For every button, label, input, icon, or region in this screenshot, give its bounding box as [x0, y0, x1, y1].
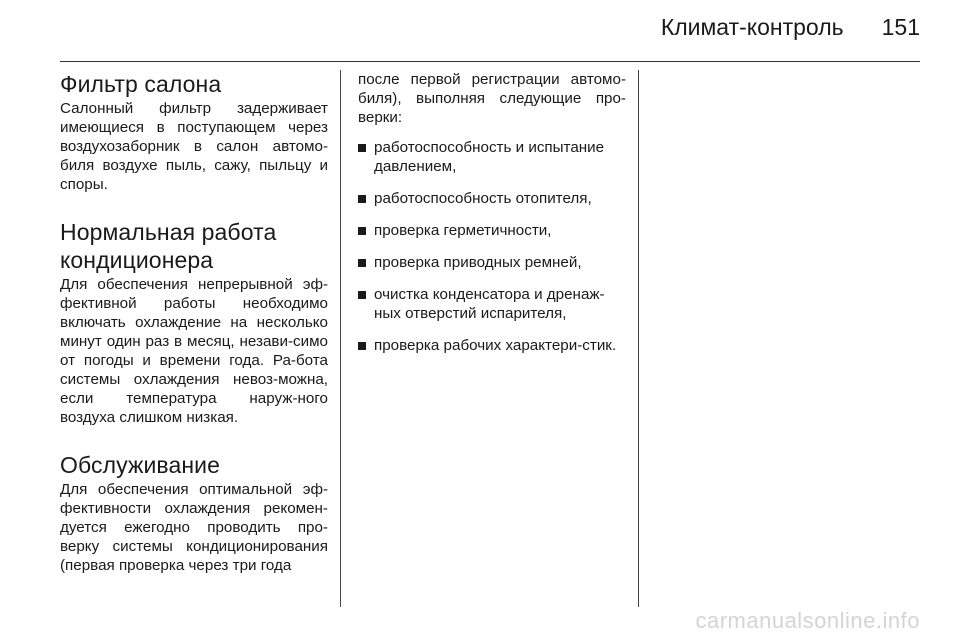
heading-maintenance: Обслуживание — [60, 452, 221, 478]
list-item-text: очистка конденсатора и дренаж-ных отверстий испарителя, — [374, 286, 605, 322]
list-item — [358, 253, 626, 272]
list-item-text: проверка герметичности, — [374, 222, 552, 239]
column-divider-left — [340, 70, 341, 607]
middle-column — [358, 70, 626, 368]
list-item — [358, 336, 626, 355]
square-bullet-icon — [358, 342, 366, 350]
header-rule — [60, 61, 920, 62]
square-bullet-icon — [358, 227, 366, 235]
watermark: carmanualsonline.info — [695, 608, 920, 633]
list-item — [358, 221, 626, 240]
paragraph-maintenance-continued: после первой регистрации автомо-биля), выполняя следующие про-верки: — [358, 71, 626, 126]
list-item-text: работоспособность отопителя, — [374, 190, 592, 207]
heading-cabin-filter: Фильтр салона — [60, 71, 222, 97]
list-item — [358, 189, 626, 208]
list-item — [358, 285, 626, 323]
running-header — [661, 14, 920, 41]
paragraph-cabin-filter: Салонный фильтр задерживает имеющиеся в поступающем через воздухозаборник в салон автомо-биля воздухе пыль, сажу, пыльцу и споры. — [60, 100, 328, 193]
page-number: 151 — [881, 14, 920, 40]
list-item-text: проверка рабочих характери-стик. — [374, 337, 617, 354]
square-bullet-icon — [358, 259, 366, 267]
left-column — [60, 70, 328, 575]
heading-ac-normal-operation: Нормальная работа кондиционера — [60, 219, 277, 273]
paragraph-ac-normal-operation: Для обеспечения непрерывной эф-фективной работы необходимо включать охлаждение на несколько минут один раз в месяц, незави-симо от погоды и времени года. Ра-бота системы охлаждения невоз-можна, если температура наруж-ного воздуха слишком низкая. — [60, 276, 328, 426]
list-item — [358, 138, 626, 176]
square-bullet-icon — [358, 144, 366, 152]
maintenance-checklist — [358, 138, 626, 355]
paragraph-maintenance: Для обеспечения оптимальной эф-фективности охлаждения рекомен-дуется ежегодно проводить про-верку системы кондиционирования (первая проверка через три года — [60, 481, 328, 574]
square-bullet-icon — [358, 195, 366, 203]
list-item-text: проверка приводных ремней, — [374, 254, 582, 271]
column-divider-right — [638, 70, 639, 607]
list-item-text: работоспособность и испытание давлением, — [374, 139, 605, 175]
square-bullet-icon — [358, 291, 366, 299]
section-title: Климат-контроль — [660, 14, 844, 40]
